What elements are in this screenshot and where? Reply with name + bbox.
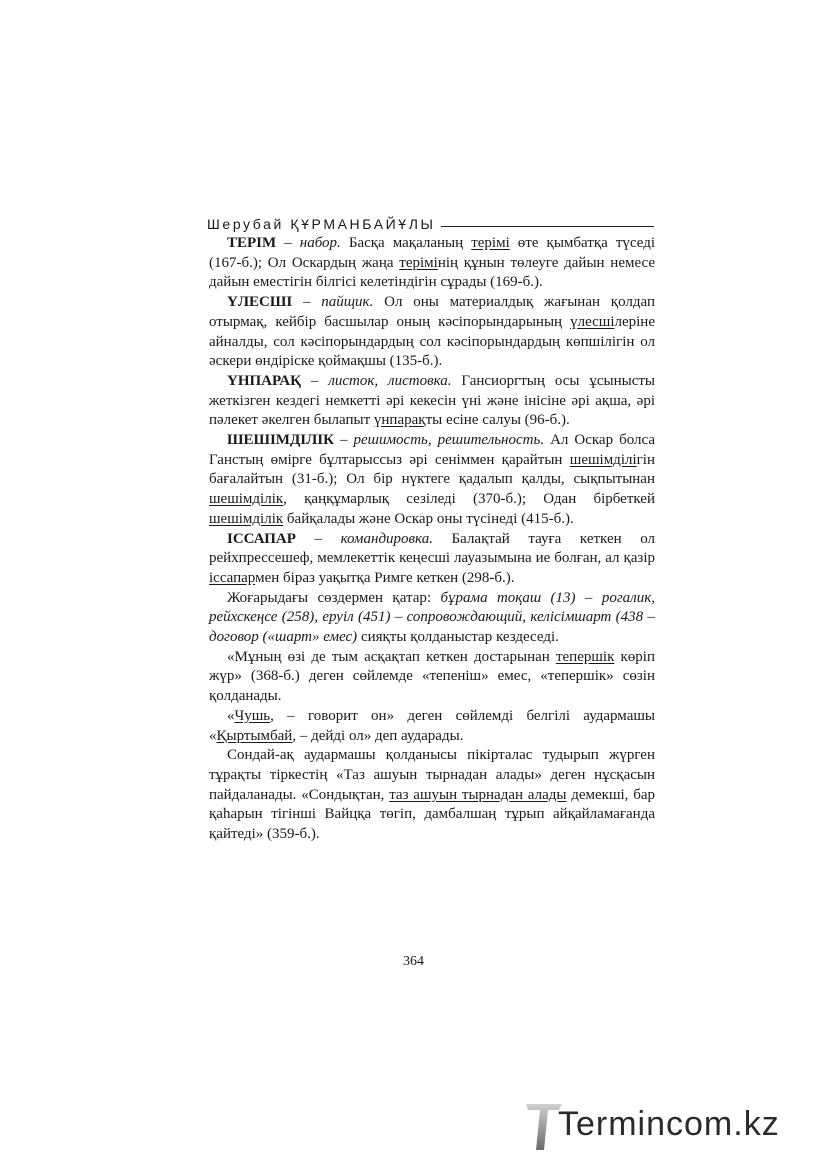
text-run: өте қымбатқа түседі (167-б.); Ол Оскардың жаңа bbox=[209, 235, 655, 271]
text-run: – bbox=[292, 294, 322, 311]
text-run: гін бағалайтын (31-б.); Ол бір нүктеге қадалып қалды, сықпытынан bbox=[209, 451, 655, 488]
underlined-term: Чушь bbox=[234, 707, 271, 724]
underlined-term: үнпарақ bbox=[373, 412, 426, 429]
logo-text: Termincom.kz bbox=[558, 1105, 780, 1143]
text-run: леріне айналды, сол кәсіпорындардың сол кәсіпорындардың көпшілігін ол әскери өндіріске қоймақшы (135-б.). bbox=[209, 313, 655, 370]
underlined-term: таз ашуын тырнадан алады bbox=[389, 786, 567, 803]
text-run: мен біраз уақытқа Римге кеткен (298-б.). bbox=[255, 569, 515, 586]
text-run: Ал Оскар болса Ганстың өмірге бұлтарыссыз әрі сеніммен қарайтын bbox=[209, 432, 655, 468]
translation-italic: командировка. bbox=[340, 530, 433, 547]
paragraph bbox=[209, 234, 655, 293]
paragraph bbox=[209, 707, 655, 746]
paragraph bbox=[209, 293, 655, 372]
text-run: Балақтай тауға кеткен ол рейхпрессешеф, мемлекеттік кеңесші лауазымына ие болған, ал қазір bbox=[209, 530, 656, 567]
running-header bbox=[207, 208, 654, 232]
article-body bbox=[209, 234, 655, 845]
text-run: «Мұның өзі де тым асқақтап кеткен достарынан bbox=[227, 648, 556, 665]
text-run: – bbox=[334, 432, 354, 449]
text-run: Басқа мақаланың bbox=[340, 235, 472, 251]
paragraph bbox=[209, 746, 655, 845]
underlined-term: шешімділік bbox=[209, 510, 284, 527]
translation-italic: пайщик. bbox=[321, 294, 374, 311]
underlined-term: терімі bbox=[399, 254, 438, 271]
text-run: байқалады және Оскар оны түсінеді (415-б.). bbox=[283, 510, 574, 527]
text-run: нің құнын төлеуге дайын немесе дайын еместігін білгісі келетіндігін сұрады (169-б.). bbox=[209, 254, 655, 291]
running-header-author: Шерубай ҚҰРМАНБАЙҰЛЫ bbox=[207, 216, 436, 232]
underlined-term: Қыртымбай bbox=[216, 727, 293, 744]
term-headword: ШЕШІМДІЛІК bbox=[227, 432, 334, 449]
underlined-term: терімі bbox=[471, 235, 510, 251]
underlined-term: іссапар bbox=[209, 569, 256, 586]
term-headword: ІССАПАР bbox=[227, 530, 296, 547]
text-run: , – говорит он» деген сөйлемді белгілі аудармашы « bbox=[209, 707, 655, 744]
paragraph bbox=[209, 431, 655, 530]
term-headword: ТЕРІМ bbox=[227, 235, 277, 251]
paragraph bbox=[209, 530, 655, 589]
text-run: демекші, бар қаһарын тігінші Вайцқа төгіп, дамбалшаң тұрып айқайламағанда қайтеді» (359-б.). bbox=[209, 786, 655, 843]
underlined-term: тепершік bbox=[555, 648, 615, 665]
underlined-term: шешімділік bbox=[209, 491, 284, 508]
termincom-logo bbox=[522, 1098, 822, 1158]
text-run: Ол оны материалдық жағынан қолдап отырмақ, кейбір басшылар оның кәсіпорындарының bbox=[209, 294, 655, 330]
translation-italic: листок, листовка. bbox=[328, 372, 452, 389]
text-run: сияқты қолданыстар кездеседі. bbox=[357, 629, 559, 646]
page-number: 364 bbox=[403, 954, 424, 969]
text-run: « bbox=[227, 707, 235, 724]
text-run: , қаңқұмарлық сезіледі (370-б.); Одан бірбеткей bbox=[283, 491, 655, 508]
translation-italic: набор. bbox=[299, 235, 341, 251]
paragraph bbox=[209, 589, 655, 648]
text-run: Жоғарыдағы сөздермен қатар: bbox=[227, 589, 441, 606]
text-run: – bbox=[276, 235, 300, 251]
text-run: Сондай-ақ аудармашы қолданысы пікірталас тудырып жүрген тұрақты тіркестің «Таз ашуын тырнадан алады» деген нұсқасын пайдаланады. «Сондықтан, bbox=[209, 747, 655, 803]
translation-italic: решимость, решительность. bbox=[353, 432, 545, 449]
text-run: Гансиоргтың осы ұсынысты жеткізген кездегі немкетті әрі кекесін үні және інісіне әрі ақша, әрі пәлекет әкелген былапыт bbox=[209, 372, 655, 429]
header-rule bbox=[441, 226, 654, 227]
underlined-term: үлесші bbox=[570, 313, 615, 330]
paragraph bbox=[209, 372, 655, 431]
text-run: , – дейді ол» деп аударады. bbox=[292, 727, 464, 744]
underlined-term: шешімділі bbox=[569, 451, 637, 468]
term-headword: ҮЛЕСШІ bbox=[227, 294, 293, 311]
paragraph bbox=[209, 648, 655, 707]
translation-italic: бұрама тоқаш (13) – рогалик, рейхскеңсе (258), еруіл (451) – сопровождающий, келісімшарт (438 – договор («шарт» емес) bbox=[209, 589, 655, 646]
text-run: ты есіне салуы (96-б.). bbox=[425, 412, 570, 429]
text-run: – bbox=[295, 530, 341, 547]
text-run: көріп жүр» (368-б.) деген сөйлемде «тепеніш» емес, «тепершік» сөзін қолданады. bbox=[209, 648, 656, 705]
term-headword: ҮНПАРАҚ bbox=[227, 372, 301, 389]
text-run: – bbox=[300, 372, 329, 389]
